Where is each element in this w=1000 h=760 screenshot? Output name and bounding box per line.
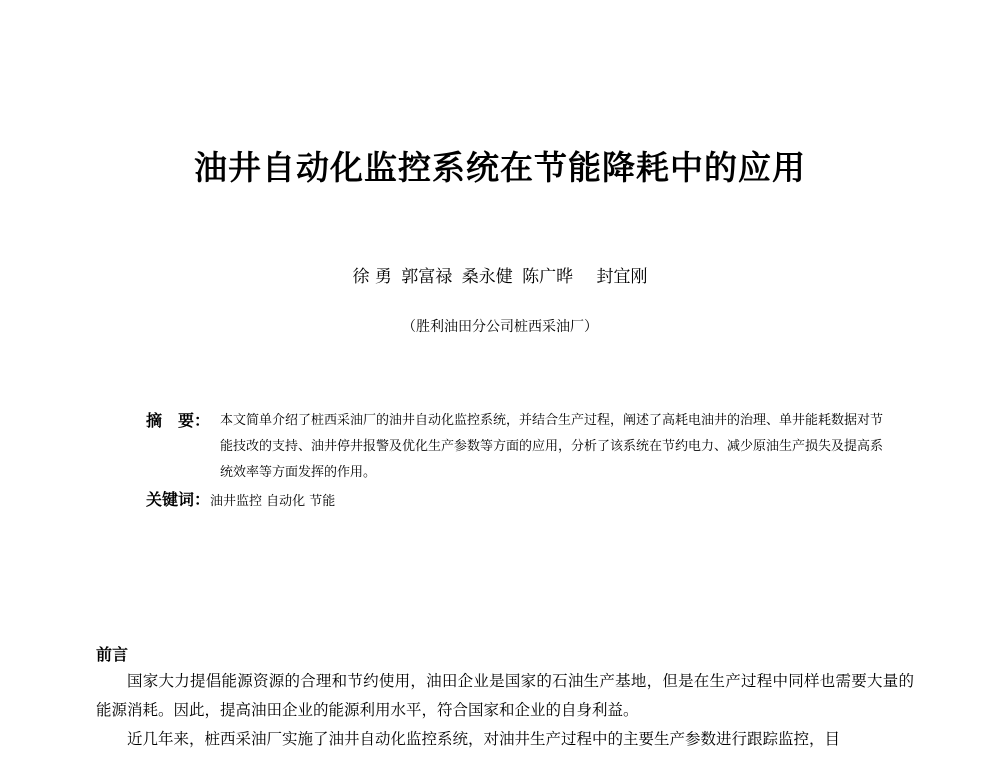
author-name: 郭富禄 (401, 267, 453, 287)
paper-title: 油井自动化监控系统在节能降耗中的应用 (194, 148, 806, 187)
author-name: 封宜刚 (596, 267, 648, 287)
abstract-text: 本文简单介绍了桩西采油厂的油井自动化监控系统，并结合生产过程，阐述了高耗电油井的治理、单井能耗数据对节能技改的支持、油井停井报警及优化生产参数等方面的应用，分析了该系统在节约电力、减少原油生产损失及提高系统效率等方面发挥的作用。 (220, 413, 884, 480)
keywords-block (146, 487, 886, 515)
section-heading: 前言 (96, 645, 129, 664)
abstract-block (146, 408, 886, 486)
keywords-text: 油井监控 自动化 节能 (210, 494, 336, 509)
author-name: 陈广晔 (522, 267, 574, 287)
author-name: 桑永健 (461, 267, 513, 287)
abstract-label: 摘 要： (146, 411, 211, 430)
body-paragraph: 国家大力提倡能源资源的合理和节约使用，油田企业是国家的石油生产基地，但是在生产过程中同样也需要大量的能源消耗。因此，提高油田企业的能源利用水平，符合国家和企业的自身利益。 (96, 672, 914, 719)
author-name: 徐 勇 (352, 267, 392, 287)
keywords-label: 关键词： (146, 490, 211, 509)
author-list (0, 264, 1000, 290)
body-paragraph: 近几年来，桩西采油厂实施了油井自动化监控系统，对油井生产过程中的主要生产参数进行跟踪监控，目 (127, 730, 841, 748)
affiliation: （胜利油田分公司桩西采油厂） (402, 319, 598, 335)
